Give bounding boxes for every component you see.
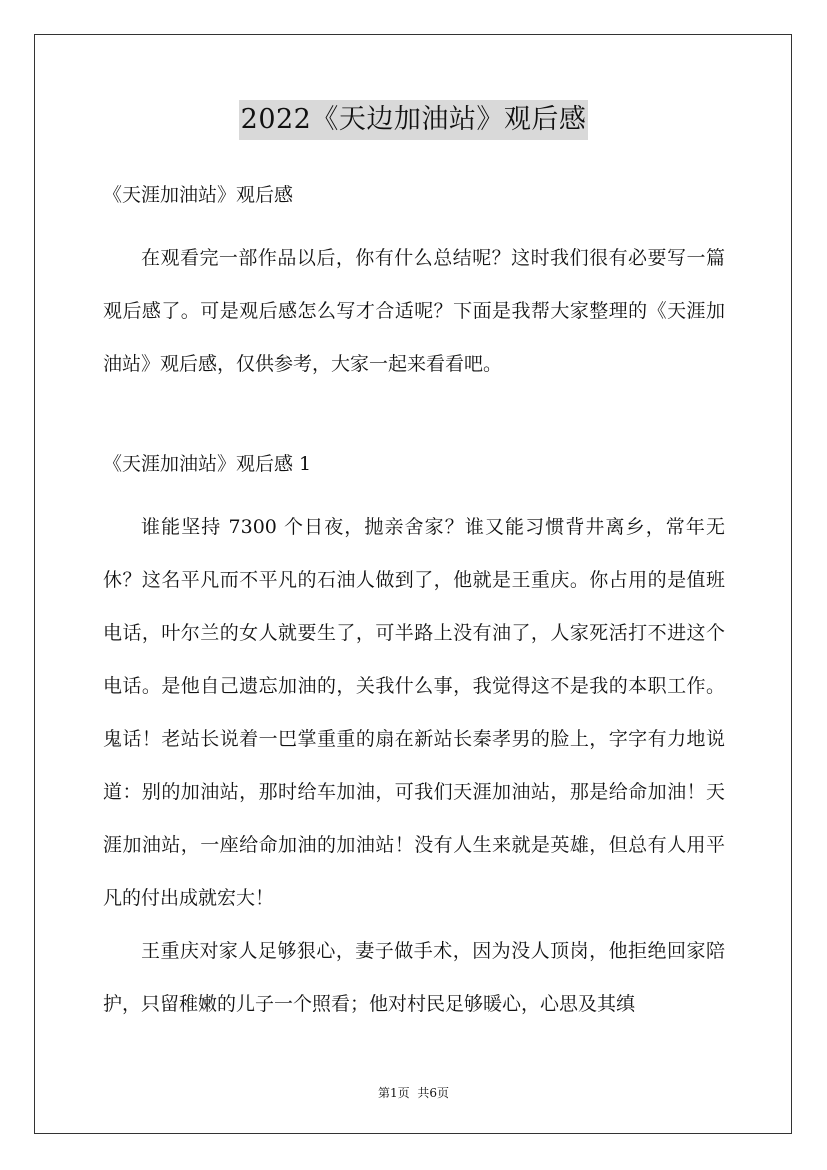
page-number: 第1页 bbox=[377, 1086, 410, 1100]
intro-heading: 《天涯加油站》观后感 bbox=[103, 184, 294, 206]
title-container bbox=[0, 100, 827, 140]
page-footer bbox=[0, 1084, 827, 1102]
document-body bbox=[103, 178, 725, 1031]
section-heading: 《天涯加油站》观后感 1 bbox=[103, 453, 312, 475]
body-paragraph-1: 谁能坚持 7300 个日夜，抛亲舍家？谁又能习惯背井离乡，常年无休？这名平凡而不平凡的石油人做到了，他就是王重庆。你占用的是值班电话，叶尔兰的女人就要生了，可半路上没有油了，人家死活打不进这个电话。是他自己遗忘加油的，关我什么事，我觉得这不是我的本职工作。鬼话！老站长说着一巴掌重重的扇在新站长秦孝男的脸上，字字有力地说道：别的加油站，那时给车加油，可我们天涯加油站，那是给命加油！天涯加油站，一座给命加油的加油站！没有人生来就是英雄，但总有人用平凡的付出成就宏大！ bbox=[103, 516, 725, 909]
page-total: 共6页 bbox=[417, 1086, 450, 1100]
intro-paragraph: 在观看完一部作品以后，你有什么总结呢？这时我们很有必要写一篇观后感了。可是观后感怎么写才合适呢？下面是我帮大家整理的《天涯加油站》观后感，仅供参考，大家一起来看看吧。 bbox=[103, 247, 725, 375]
document-title: 2022《天边加油站》观后感 bbox=[239, 100, 589, 140]
body-paragraph-2: 王重庆对家人足够狠心，妻子做手术，因为没人顶岗，他拒绝回家陪护，只留稚嫩的儿子一个照看；他对村民足够暖心，心思及其缜 bbox=[103, 940, 725, 1015]
